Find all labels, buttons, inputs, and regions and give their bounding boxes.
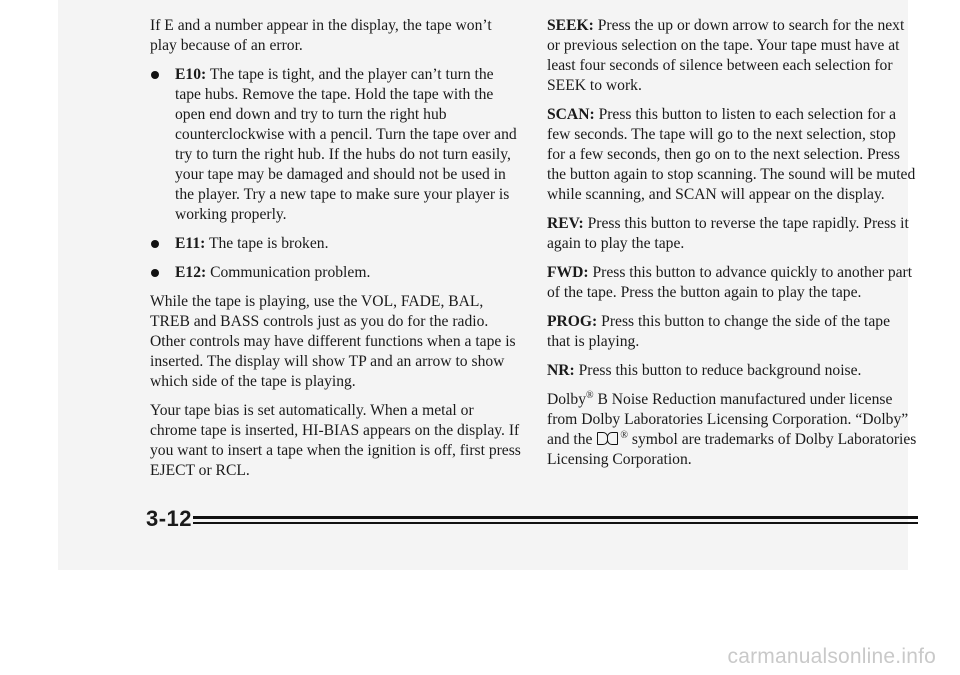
scan-text: Press this button to listen to each selection for a few seconds. The tape will go to the next selection, stop for a few seconds, then go on to the next selection. Press the button again to stop scanning. The sound will be muted while scanning, and SCAN will appear on the display.	[547, 106, 916, 203]
scan-description	[547, 105, 917, 205]
watermark: carmanualsonline.info	[727, 645, 936, 668]
dolby-license-text: B Noise Reduction manufactured under license from Dolby Laboratories Licensing Corporation. “Dolby” and the	[547, 391, 909, 448]
right-column	[547, 16, 917, 479]
rev-description	[547, 214, 917, 254]
error-code: E10:	[175, 66, 207, 83]
controls-paragraph: While the tape is playing, use the VOL, FADE, BAL, TREB and BASS controls just as you do for the radio. Other controls may have different functions when a tape is inserted. The display will show TP and an arrow to show which side of the tape is playing.	[150, 293, 516, 390]
dolby-trademark-text: symbol are trademarks of Dolby Laboratories Licensing Corporation.	[547, 431, 917, 468]
bullet-icon	[151, 269, 159, 277]
seek-description	[547, 16, 917, 96]
registered-mark: ®	[620, 429, 628, 441]
bullet-icon	[151, 240, 159, 248]
error-code: E11:	[175, 235, 206, 252]
rev-term: REV:	[547, 215, 584, 232]
footer-rule-thick	[193, 516, 918, 519]
seek-term: SEEK:	[547, 17, 594, 34]
error-text: Communication problem.	[210, 264, 371, 281]
registered-mark: ®	[585, 389, 594, 401]
error-list	[150, 65, 522, 283]
fwd-description	[547, 263, 917, 303]
dolby-word: Dolby	[547, 391, 586, 408]
fwd-text: Press this button to advance quickly to another part of the tape. Press the button again to play the tape.	[547, 264, 913, 301]
error-item-e12	[150, 263, 522, 283]
dolby-notice	[547, 390, 917, 470]
nr-text: Press this button to reduce background noise.	[578, 362, 862, 379]
prog-term: PROG:	[547, 313, 598, 330]
error-text: The tape is tight, and the player can’t turn the tape hubs. Remove the tape. Hold the tape with the open end down and try to turn the right hub counterclockwise with a pencil. Turn the tape over and try to turn the right hub. If the hubs do not turn easily, your tape may be damaged and should not be used in the player. Try a new tape to make sure your player is working properly.	[175, 66, 517, 223]
scan-term: SCAN:	[547, 106, 595, 123]
dolby-double-d-icon	[597, 432, 619, 445]
left-column	[150, 16, 522, 490]
error-intro: If E and a number appear in the display, the tape won’t play because of an error.	[150, 17, 492, 54]
nr-term: NR:	[547, 362, 575, 379]
tape-bias-paragraph: Your tape bias is set automatically. When a metal or chrome tape is inserted, HI-BIAS appears on the display. If you want to insert a tape when the ignition is off, first press EJECT or RCL.	[150, 402, 521, 479]
footer-rule-thin	[193, 522, 918, 524]
error-item-e10	[150, 65, 522, 225]
page-number: 3-12	[146, 506, 193, 531]
bullet-icon	[151, 71, 159, 79]
rev-text: Press this button to reverse the tape rapidly. Press it again to play the tape.	[547, 215, 909, 252]
fwd-term: FWD:	[547, 264, 589, 281]
error-code: E12:	[175, 264, 207, 281]
manual-page	[58, 0, 917, 570]
prog-text: Press this button to change the side of the tape that is playing.	[547, 313, 891, 350]
nr-description	[547, 361, 917, 381]
error-text: The tape is broken.	[208, 235, 329, 252]
prog-description	[547, 312, 917, 352]
seek-text: Press the up or down arrow to search for the next or previous selection on the tape. Your tape must have at least four seconds of silence between each selection for SEEK to work.	[547, 17, 905, 94]
error-item-e11	[150, 234, 522, 254]
